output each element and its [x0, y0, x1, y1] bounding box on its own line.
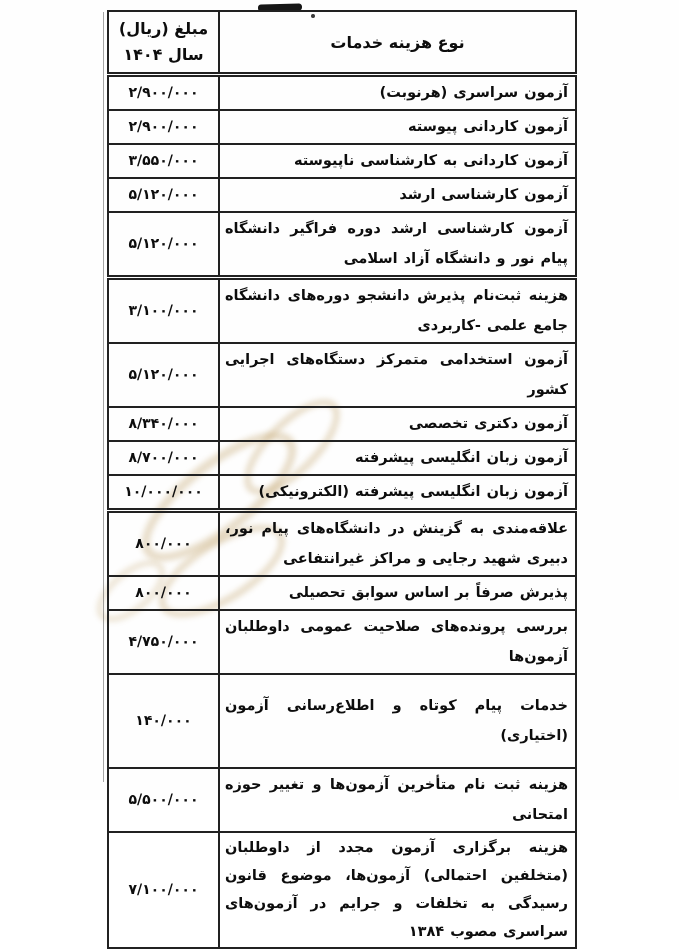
service-cell: آزمون سراسری (هرنوبت) [219, 75, 576, 111]
amount-header-line1: مبلغ (ریال) [118, 19, 209, 38]
amount-cell: ۸۰۰/۰۰۰ [108, 511, 219, 577]
service-cell: آزمون کاردانی به کارشناسی ناپیوسته [219, 144, 576, 178]
fee-row [108, 178, 576, 212]
service-cell: بررسی پرونده‌های صلاحیت عمومی داوطلبان آزمون‌ها [219, 610, 576, 674]
service-cell: آزمون زبان انگلیسی پیشرفته [219, 441, 576, 475]
amount-cell: ۸۰۰/۰۰۰ [108, 576, 219, 610]
fee-row [108, 576, 576, 610]
service-column-header: نوع هزینه خدمات [219, 11, 576, 75]
amount-cell: ۸/۷۰۰/۰۰۰ [108, 441, 219, 475]
amount-cell: ۲/۹۰۰/۰۰۰ [108, 110, 219, 144]
amount-cell: ۲/۹۰۰/۰۰۰ [108, 75, 219, 111]
amount-cell: ۱۴۰/۰۰۰ [108, 674, 219, 768]
amount-cell: ۱۰/۰۰۰/۰۰۰ [108, 475, 219, 511]
fee-row [108, 441, 576, 475]
service-cell: آزمون دکتری تخصصی [219, 407, 576, 441]
fee-row [108, 343, 576, 407]
table-header-row [108, 11, 576, 75]
fee-row [108, 610, 576, 674]
service-cell: هزینه برگزاری آزمون مجدد از داوطلبان (متخلفین احتمالی) آزمون‌ها، موضوع قانون رسیدگی به تخلفات و جرایم در آزمون‌های سراسری مصوب ۱۳۸۴ [219, 832, 576, 948]
amount-cell: ۵/۵۰۰/۰۰۰ [108, 768, 219, 832]
fee-row [108, 212, 576, 278]
fee-row [108, 110, 576, 144]
amount-cell: ۴/۷۵۰/۰۰۰ [108, 610, 219, 674]
service-cell: پذیرش صرفاً بر اساس سوابق تحصیلی [219, 576, 576, 610]
fee-row [108, 511, 576, 577]
service-cell: آزمون کارشناسی ارشد [219, 178, 576, 212]
service-cell: هزینه ثبت نام متأخرین آزمون‌ها و تغییر حوزه امتحانی [219, 768, 576, 832]
amount-cell: ۵/۱۲۰/۰۰۰ [108, 212, 219, 278]
fee-row [108, 475, 576, 511]
service-cell: علاقه‌مندی به گزینش در دانشگاه‌های پیام نور، دبیری شهید رجایی و مراکز غیرانتفاعی [219, 511, 576, 577]
service-cell: آزمون زبان انگلیسی پیشرفته (الکترونیکی) [219, 475, 576, 511]
amount-header-line2: سال ۱۴۰۴ [123, 45, 204, 64]
fee-row [108, 144, 576, 178]
fee-row [108, 768, 576, 832]
fee-row [108, 75, 576, 111]
amount-cell: ۵/۱۲۰/۰۰۰ [108, 343, 219, 407]
service-cell: خدمات پیام کوتاه و اطلاع‌رسانی آزمون (اختیاری) [219, 674, 576, 768]
fee-row [108, 407, 576, 441]
scan-artifact-line [103, 12, 104, 782]
service-cell: آزمون کاردانی پیوسته [219, 110, 576, 144]
service-cell: آزمون کارشناسی ارشد دوره فراگیر دانشگاه پیام نور و دانشگاه آزاد اسلامی [219, 212, 576, 278]
service-cell: هزینه ثبت‌نام پذیرش دانشجو دوره‌های دانشگاه جامع علمی -کاربردی [219, 278, 576, 344]
fee-row [108, 674, 576, 768]
amount-cell: ۵/۱۲۰/۰۰۰ [108, 178, 219, 212]
amount-cell: ۸/۳۴۰/۰۰۰ [108, 407, 219, 441]
fee-row [108, 278, 576, 344]
fees-table [107, 10, 577, 949]
service-cell: آزمون استخدامی متمرکز دستگاه‌های اجرایی کشور [219, 343, 576, 407]
amount-column-header [108, 11, 219, 75]
amount-cell: ۳/۵۵۰/۰۰۰ [108, 144, 219, 178]
amount-cell: ۳/۱۰۰/۰۰۰ [108, 278, 219, 344]
amount-cell: ۷/۱۰۰/۰۰۰ [108, 832, 219, 948]
fee-row [108, 832, 576, 948]
